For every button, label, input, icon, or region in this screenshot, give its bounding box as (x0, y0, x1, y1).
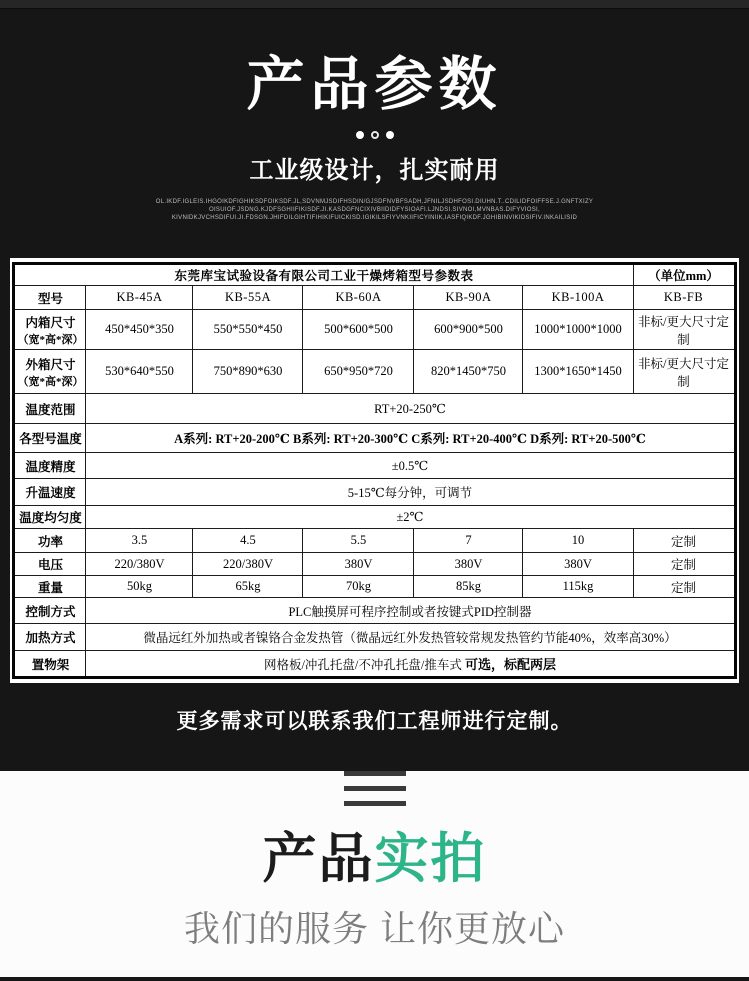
column-header: KB-55A (193, 286, 303, 310)
header-row (14, 286, 735, 310)
row-weight (14, 576, 735, 598)
spec-cell: A系列: RT+20-200℃ B系列: RT+20-300℃ C系列: RT+20-400℃ D系列: RT+20-500℃ (86, 424, 735, 453)
hero-top-strip (0, 0, 749, 9)
spec-cell: 定制 (633, 529, 735, 553)
page-title: 产品参数 (246, 52, 503, 117)
unit-label: （单位mm） (633, 264, 735, 286)
column-header: KB-FB (633, 286, 735, 310)
fineprint-line: OISUIOF.JSDNG.KJDFSGHIIFIKISDF.JI.KASDGFNCIXIVBIIDIDFYSIOAFI.LJNDSI.SIVNOI,MVNBAS.DIFYVIOSI, (209, 206, 540, 213)
row-shelves (14, 651, 735, 678)
spec-cell: 85kg (414, 576, 523, 598)
row-label: 升温速度 (14, 479, 86, 506)
row-heating-mode (14, 624, 735, 651)
hero-subtitle: 工业级设计，扎实耐用 (249, 156, 500, 184)
dot-ring-icon (371, 131, 379, 139)
row-label: 加热方式 (14, 624, 86, 651)
spec-cell: 3.5 (86, 529, 193, 553)
row-label: 温度范围 (14, 394, 86, 424)
spec-cell: RT+20-250℃ (86, 394, 735, 424)
cta-text: 更多需求可以联系我们工程师进行定制。 (176, 710, 573, 733)
spec-cell: 820*1450*750 (414, 350, 523, 394)
spec-cell: 380V (414, 553, 523, 576)
row-label: 电压 (14, 553, 86, 576)
row-control-mode (14, 598, 735, 624)
dots-separator (0, 131, 749, 139)
row-series-temps (14, 424, 735, 453)
dot-filled-icon (386, 131, 394, 139)
spec-cell: PLC触摸屏可程序控制或者按键式PID控制器 (86, 598, 735, 624)
fineprint-block (0, 198, 749, 222)
table-title-row (14, 264, 735, 286)
spec-cell: 定制 (633, 576, 735, 598)
spec-cell: 1300*1650*1450 (523, 350, 633, 394)
spec-cell: 非标/更大尺寸定制 (633, 310, 735, 350)
row-power (14, 529, 735, 553)
row-label: 温度均匀度 (14, 506, 86, 529)
hero-section (0, 0, 749, 258)
spec-cell: 10 (523, 529, 633, 553)
spec-cell: 500*600*500 (303, 310, 414, 350)
row-temp-range (14, 394, 735, 424)
fineprint-line: KIVNIDKJVCHSDIFUI.JI.FDSGN.JHIFDILGIHTIFIHIKIFUICKISD.IGIKILSFIYVNKIIFICYINIIK,IASFIQIKDF.JGHIBINVIKIDSIFIV.INKAILISID (171, 214, 578, 221)
row-voltage (14, 553, 735, 576)
fineprint-line: OL.IKDF.IGLEIS.IHGOIKDFIGHIKSDFOIKSDF.JL,SDVNMJSDIFHSDIN/GJSDFNVBFSADH,JFNILJSDHFOSI.DIUHN.T..CDILIDFOIFFSE.J.GNFTXIZY (155, 198, 594, 205)
row-temp-uniformity (14, 506, 735, 529)
spec-cell: 定制 (633, 553, 735, 576)
spec-cell: 5.5 (303, 529, 414, 553)
column-header: KB-60A (303, 286, 414, 310)
footer-subtitle: 我们的服务 让你更放心 (183, 907, 565, 949)
spec-cell: 600*900*500 (414, 310, 523, 350)
spec-cell: 380V (303, 553, 414, 576)
column-header: 型号 (14, 286, 86, 310)
table-title: 东莞库宝试验设备有限公司工业干燥烤箱型号参数表 (14, 264, 633, 286)
spec-cell: 380V (523, 553, 633, 576)
row-label: 置物架 (14, 651, 86, 678)
cta-band (0, 683, 749, 775)
column-header: KB-100A (523, 286, 633, 310)
spec-cell: 220/380V (193, 553, 303, 576)
spec-cell: 5-15℃每分钟，可调节 (86, 479, 735, 506)
row-heatup-speed (14, 479, 735, 506)
column-header: KB-90A (414, 286, 523, 310)
row-label: 内箱尺寸 （宽*高*深） (14, 310, 86, 350)
spec-cell: 450*450*350 (86, 310, 193, 350)
dot-filled-icon (356, 131, 364, 139)
spec-cell: 530*640*550 (86, 350, 193, 394)
row-temp-accuracy (14, 453, 735, 479)
spec-table-panel (10, 258, 739, 683)
column-header: KB-45A (86, 286, 193, 310)
spec-cell: 网格板/冲孔托盘/不冲孔托盘/推车式 可选，标配两层 (86, 651, 735, 678)
footer-title-green: 实拍 (374, 829, 487, 889)
spec-cell: 550*550*450 (193, 310, 303, 350)
spec-table (12, 262, 736, 679)
row-label: 外箱尺寸 （宽*高*深） (14, 350, 86, 394)
spec-cell: 微晶远红外加热或者镍铬合金发热管（微晶远红外发热管较常规发热管约节能40%，效率高30%） (86, 624, 735, 651)
row-label: 重量 (14, 576, 86, 598)
triple-lines-icon (344, 771, 406, 806)
spec-cell: ±2℃ (86, 506, 735, 529)
spec-cell: 115kg (523, 576, 633, 598)
footer-title-black: 产品 (262, 829, 375, 889)
spec-cell: 650*950*720 (303, 350, 414, 394)
spec-cell: 220/380V (86, 553, 193, 576)
row-outer-dimensions (14, 350, 735, 394)
spec-cell: 7 (414, 529, 523, 553)
spec-cell: 70kg (303, 576, 414, 598)
footer-section (0, 771, 749, 977)
row-label: 控制方式 (14, 598, 86, 624)
spec-cell: 65kg (193, 576, 303, 598)
spec-cell: 50kg (86, 576, 193, 598)
spec-cell: ±0.5℃ (86, 453, 735, 479)
spec-cell: 非标/更大尺寸定制 (633, 350, 735, 394)
spec-cell: 1000*1000*1000 (523, 310, 633, 350)
spec-cell: 4.5 (193, 529, 303, 553)
row-label: 功率 (14, 529, 86, 553)
spec-cell: 750*890*630 (193, 350, 303, 394)
row-label: 温度精度 (14, 453, 86, 479)
footer-title (0, 831, 749, 888)
row-label: 各型号温度 (14, 424, 86, 453)
row-inner-dimensions (14, 310, 735, 350)
